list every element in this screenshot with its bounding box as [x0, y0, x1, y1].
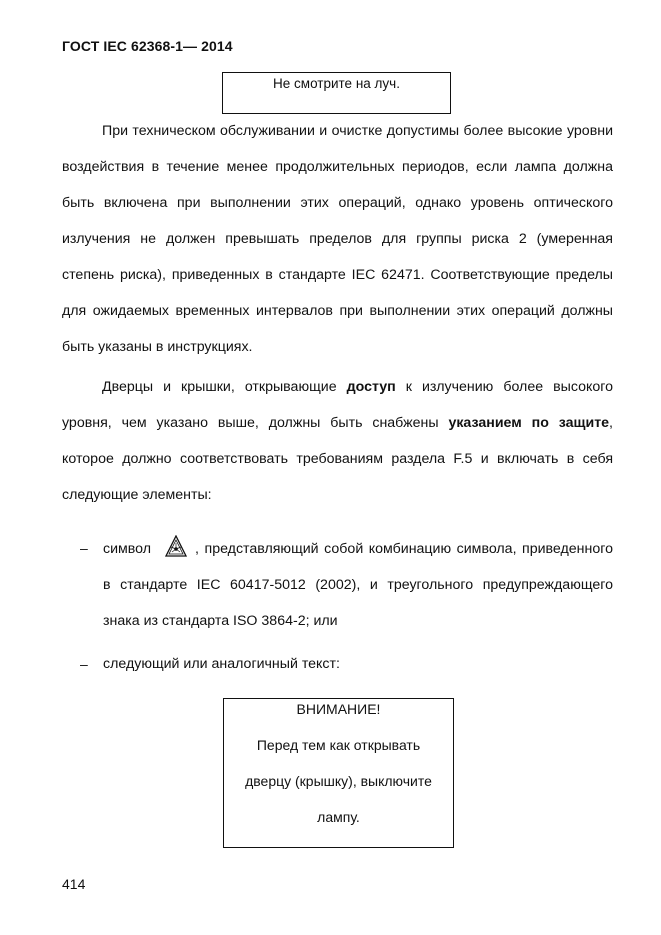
laser-warning-triangle-icon [165, 535, 187, 559]
warning-line: дверцу (крышку), выключите [245, 773, 432, 789]
warning-line: Перед тем как открывать [256, 737, 421, 753]
bullet-text-before: символ [103, 541, 152, 557]
term-access: доступ [346, 379, 396, 395]
bullet-dash: – [80, 540, 88, 556]
warning-line: лампу. [317, 809, 360, 825]
page-number: 414 [62, 876, 86, 892]
warning-title: ВНИМАНИЕ! [296, 701, 381, 717]
paragraph-doors [62, 369, 613, 513]
term-safeguard-instruction: указанием по защите [448, 415, 610, 431]
paragraph-text-part3: , которое должно соответствовать требованиям раздела F.5 и включать в себя следующие элементы: [62, 415, 613, 503]
warning-box-top [222, 72, 451, 114]
document-header: ГОСТ IEC 62368-1— 2014 [62, 38, 233, 54]
paragraph-text-part1: Дверцы и крышки, открывающие [102, 379, 347, 395]
warning-box-bottom [223, 698, 454, 848]
paragraph-text-part2: к излучению более высокого уровня, чем указано выше, должны быть снабжены [62, 379, 613, 431]
paragraph-text: При техническом обслуживании и очистке допустимы более высокие уровни воздействия в течение менее продолжительных периодов, если лампа должна быть включена при выполнении этих операций, однако уровень оптического излучения не должен превышать пределов для группы риска 2 (умеренная степень риска), приведенных в стандарте IEC 62471. Соответствующие пределы для ожидаемых временных интервалов при выполнении этих операций должны быть указаны в инструкциях. [62, 123, 613, 355]
bullet-text-after: , представляющий собой комбинацию символа, приведенного в стандарте IEC 60417-5012 (2002), и треугольного предупреждающего знака из стандарта ISO 3864-2; или [103, 541, 613, 629]
warning-text: Не смотрите на луч. [273, 76, 400, 91]
bullet-text: следующий или аналогичный текст: [103, 656, 340, 672]
bullet-dash: – [80, 656, 88, 672]
bullet-item-symbol [103, 531, 613, 639]
paragraph-maintenance [62, 113, 613, 365]
bullet-item-text [103, 646, 613, 682]
